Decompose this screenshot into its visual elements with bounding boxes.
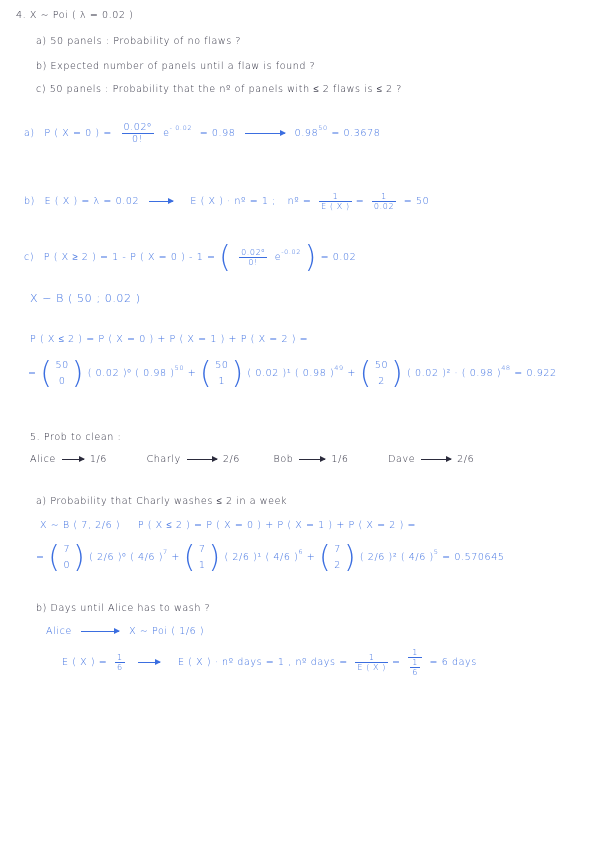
arrow-icon: [245, 133, 285, 134]
q4-binomial-dist: X ~ B ( 50 ; 0.02 ): [30, 292, 141, 305]
person-name: Charly: [146, 454, 181, 465]
binom-tail: ( 0.02 )² · ( 0.98 ): [407, 368, 502, 379]
q5b-result: = 6 days: [429, 657, 477, 668]
binom-bottom: 2: [378, 375, 385, 387]
q4a-res-base: 0.98: [294, 128, 319, 139]
q4a-eq1: = 0.98: [199, 128, 236, 139]
person-prob: 2/6: [457, 454, 475, 465]
q4b-solution: b) E ( X ) = λ = 0.02 E ( X ) · nº = 1 ; nº = $\frac{1}{E ( X )}$ = $\frac{1}{0.02}$ = 50: [24, 192, 430, 211]
q4a-den: 0!: [131, 134, 144, 145]
q4a-lhs: P ( X = 0 ) =: [44, 128, 112, 139]
q4b-result: = 50: [403, 196, 430, 207]
binom-tail: ( 2/6 )⁰ ( 4/6 ): [89, 552, 164, 563]
q4a-solution: [24, 122, 380, 145]
binom-bottom: 1: [218, 375, 226, 387]
paren-close: ): [304, 240, 317, 275]
binom-bottom: 2: [334, 559, 341, 571]
q4c-den: 0!: [248, 258, 258, 267]
q5b-ex: E ( X ) =: [62, 657, 108, 668]
q5a-dist-line: [40, 520, 416, 531]
q4b-label: b): [24, 196, 35, 207]
q5b-dist-name: Alice: [46, 626, 72, 637]
q5b-f2-den: E ( X ): [357, 663, 386, 672]
binom-exp: 48: [501, 364, 511, 372]
q4-item-b: b) Expected number of panels until a flaw is found ?: [36, 61, 316, 72]
binom-exp: 6: [298, 548, 304, 556]
binom-op: +: [187, 368, 197, 379]
arrow-icon: [187, 459, 217, 460]
binom-op: +: [347, 368, 356, 379]
binom-top: 7: [63, 543, 71, 555]
q4a-exp: - 0.02: [169, 124, 193, 132]
q4a-fraction: [122, 122, 154, 145]
binom-top: 50: [215, 359, 229, 371]
q4c-fraction: [239, 248, 267, 267]
q5b-f3-inner-num: 1: [412, 658, 418, 667]
q5b-question: b) Days until Alice has to wash ?: [36, 603, 211, 614]
arrow-icon: [149, 201, 173, 202]
binom-top: 7: [198, 543, 206, 555]
q5b-f1-num: 1: [117, 653, 123, 662]
binom-op: +: [306, 552, 316, 563]
q4a-num: 0.02⁰: [123, 122, 152, 133]
person-prob: 2/6: [222, 454, 240, 465]
q5b-mid: E ( X ) · nº days = 1 , nº days =: [177, 657, 348, 668]
q5b-f3-inner: [410, 658, 420, 677]
binom-bottom: 0: [58, 375, 66, 387]
binom-tail: ( 0.02 )¹ ( 0.98 ): [247, 368, 335, 379]
binom-top: 50: [55, 359, 69, 371]
person-name: Alice: [30, 454, 56, 465]
arrow-icon: [62, 459, 84, 460]
q5b-fraction-2: [355, 653, 388, 672]
q4-item-c: c) 50 panels : Probability that the nº of panels with ≤ 2 flaws is ≤ 2 ?: [36, 84, 402, 95]
person-prob: 1/6: [331, 454, 349, 465]
q5b-dist-line: [46, 626, 204, 637]
binom-op: = 0.922: [514, 368, 557, 379]
person-name: Bob: [273, 454, 294, 465]
q4c-exp: -0.02: [281, 248, 302, 256]
q4b-n: nº =: [287, 196, 312, 207]
q4b-fraction-2: [372, 192, 396, 211]
q5b-dist: X ~ Poi ( 1/6 ): [129, 626, 205, 637]
q4c-num: 0.02⁰: [241, 248, 266, 257]
binom-top: 50: [374, 359, 389, 371]
q5-header: 5. Prob to clean :: [30, 432, 122, 443]
q5b-f3-num: 1: [408, 648, 422, 658]
binom-exp: 5: [433, 548, 439, 556]
q5b-fraction-3: [408, 648, 422, 677]
q4b-f1-num: 1: [319, 192, 352, 202]
arrow-icon: [81, 631, 119, 632]
q4b-f1-den: E ( X ): [321, 202, 350, 211]
q4b-f2-den: 0.02: [373, 202, 395, 211]
q4b-fraction-1: [319, 192, 352, 211]
binom-op: = 0.570645: [442, 552, 505, 563]
q5b-f3-den: [408, 658, 422, 677]
binom-tail: ( 2/6 )¹ ( 4/6 ): [224, 552, 299, 563]
q4b-mid: E ( X ) · nº = 1 ;: [190, 196, 276, 207]
person-prob: 1/6: [89, 454, 107, 465]
q5b-solution: E ( X ) = $\frac{1}{6}$ E ( X ) · nº days = 1 , nº days = $\frac{1}{E ( X )}$ = $\frac{1}{\frac{1}{6}}$ = 6 days: [62, 648, 477, 677]
q5b-f3-inner-den: 6: [412, 668, 418, 677]
q4c-solution: c) P ( X ≥ 2 ) = 1 - P ( X = 0 ) - 1 = ( $\frac{\text{0.02⁰}}{0!}$ $e^{-0.02}$ ) = 0.02: [24, 240, 357, 275]
paren-open: (: [219, 240, 232, 275]
q5b-f1-den: 6: [117, 663, 123, 672]
q4a-label: a): [24, 128, 35, 139]
q4a-exp-base: e: [163, 128, 170, 139]
q4c-result: = 0.02: [320, 252, 357, 263]
binom-op: +: [171, 552, 180, 563]
binom-bottom: 1: [198, 559, 206, 571]
q5-people-row: [30, 454, 474, 465]
arrow-icon: [299, 459, 325, 460]
q4-header: 4. X ~ Poi ( λ = 0.02 ): [16, 10, 134, 21]
q4b-lhs: E ( X ) = λ = 0.02: [44, 196, 140, 207]
arrow-icon: [421, 459, 451, 460]
q5a-sum: P ( X ≤ 2 ) = P ( X = 0 ) + P ( X = 1 ) + P ( X = 2 ) =: [137, 520, 417, 531]
q4-item-a: a) 50 panels : Probability of no flaws ?: [36, 36, 242, 47]
binom-tail: ( 0.02 )⁰ ( 0.98 ): [87, 368, 175, 379]
binom-bottom: 0: [63, 559, 71, 571]
q4a-res-exp: 50: [318, 124, 328, 132]
q5a-terms: = ( 7 0 ) ( 2/6 )⁰ ( 4/6 )$^7$ + ( 7 1 ) ( 2/6 )¹ ( 4/6 )$^6$ + ( 7 2 ) ( 2/6 )² ( 4/6 )$^5$ = 0.570645: [36, 540, 505, 575]
q4b-f2-num: 1: [372, 192, 396, 202]
q5a-question: a) Probability that Charly washes ≤ 2 in a week: [36, 496, 288, 507]
binom-exp: 7: [163, 548, 168, 556]
q4c-lhs: P ( X ≥ 2 ) = 1 - P ( X = 0 ) - 1 =: [43, 252, 216, 263]
q5b-fraction-1: [115, 653, 125, 672]
q5a-dist: X ~ B ( 7, 2/6 ): [40, 520, 121, 531]
person-name: Dave: [388, 454, 416, 465]
binom-top: 7: [334, 543, 341, 555]
binom-exp: 50: [174, 364, 185, 372]
q5b-f2-num: 1: [355, 653, 388, 663]
arrow-icon: [138, 662, 160, 663]
q4-sum-expansion: P ( X ≤ 2 ) = P ( X = 0 ) + P ( X = 1 ) + P ( X = 2 ) =: [30, 334, 309, 345]
q4c-label: c): [24, 252, 35, 263]
binom-exp: 49: [334, 364, 344, 372]
binom-tail: ( 2/6 )² ( 4/6 ): [359, 552, 434, 563]
q4-binomial-terms: = ( 50 0 ) ( 0.02 )⁰ ( 0.98 )$^{50}$ + ( 50 1 ) ( 0.02 )¹ ( 0.98 )$^{49}$ + ( 50 2 ) ( 0.02 )² · ( 0.98 )$^{48}$ = 0.922: [28, 356, 557, 391]
q4a-result: = 0.3678: [331, 128, 381, 139]
